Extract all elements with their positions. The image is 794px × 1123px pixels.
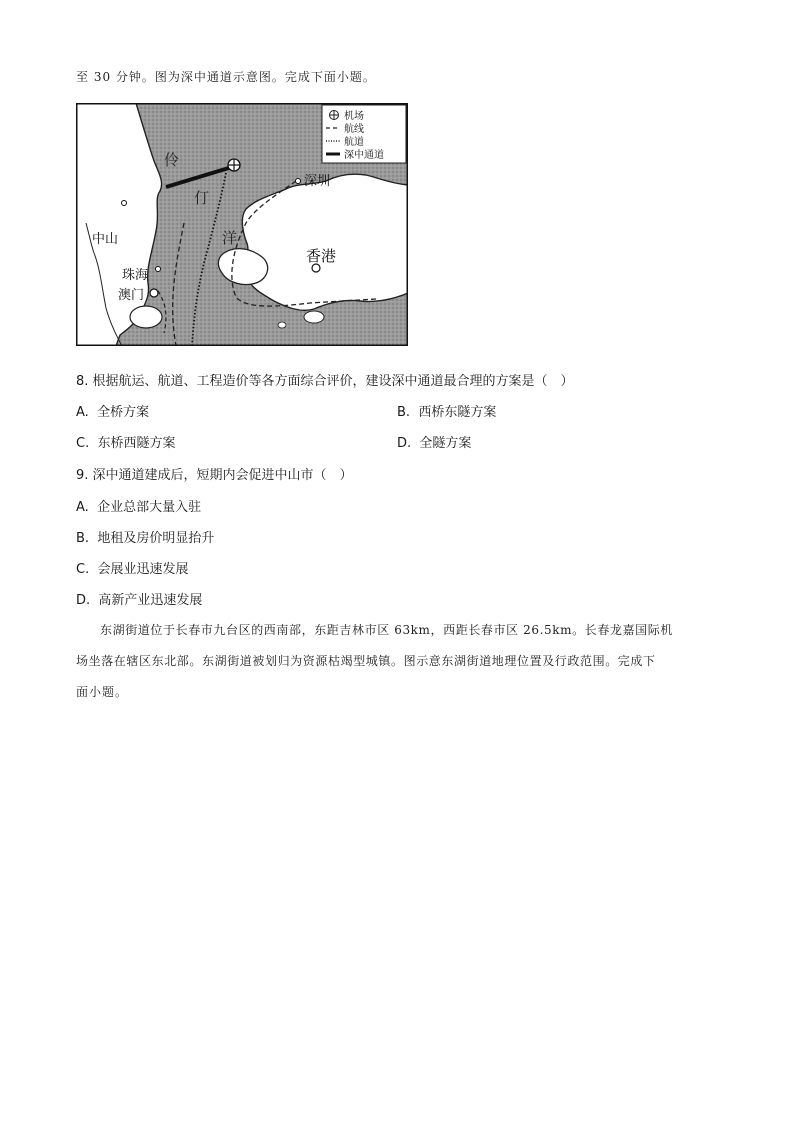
q9-option-b[interactable] bbox=[76, 527, 214, 546]
city-dot-zhongshan bbox=[122, 201, 127, 206]
q8-option-a[interactable] bbox=[76, 401, 149, 420]
label-hongkong: 香港 bbox=[306, 247, 337, 265]
q9-option-b-letter: B. bbox=[76, 531, 90, 546]
airport-icon-macau bbox=[150, 289, 158, 297]
q9-option-a[interactable] bbox=[76, 496, 201, 515]
airport-marker bbox=[228, 159, 240, 171]
q8-option-a-letter: A. bbox=[76, 405, 89, 420]
city-dot-shenzhen bbox=[296, 179, 301, 184]
airport-icon-hongkong bbox=[312, 264, 320, 272]
q8-option-c[interactable] bbox=[76, 432, 176, 451]
label-zhongshan: 中山 bbox=[92, 232, 119, 247]
q8-option-b[interactable] bbox=[397, 401, 496, 420]
label-ling: 伶 bbox=[164, 151, 180, 169]
q8-option-b-letter: B. bbox=[397, 405, 411, 420]
label-macau: 澳门 bbox=[118, 288, 145, 303]
q8-option-d[interactable] bbox=[397, 432, 471, 451]
q8-option-c-letter: C. bbox=[76, 436, 90, 451]
legend-channel-label: 航道 bbox=[344, 137, 364, 148]
q9-option-d-letter: D. bbox=[76, 593, 91, 608]
q9-option-c-text: 会展业迅速发展 bbox=[97, 562, 189, 577]
question-9-stem: 9. 深中通道建成后，短期内会促进中山市（ ） bbox=[76, 468, 353, 483]
label-zhuhai: 珠海 bbox=[122, 268, 149, 283]
passage-line-1: 东湖街道位于长春市九台区的西南部，东距吉林市区 63km，西距长春市区 26.5km。长春龙嘉国际机 bbox=[100, 623, 673, 637]
q9-option-d[interactable] bbox=[76, 589, 202, 608]
q9-option-c-letter: C. bbox=[76, 562, 90, 577]
legend-airport-label: 机场 bbox=[344, 111, 364, 122]
q9-option-b-text: 地租及房价明显抬升 bbox=[97, 531, 215, 546]
passage-line-3: 面小题。 bbox=[76, 685, 129, 699]
intro-line: 至 30 分钟。图为深中通道示意图。完成下面小题。 bbox=[76, 70, 376, 84]
label-yang: 洋 bbox=[222, 229, 238, 247]
island-small-1 bbox=[304, 311, 324, 323]
passage-line-2: 场坐落在辖区东北部。东湖街道被划归为资源枯竭型城镇。图示意东湖街道地理位置及行政范围。完成下 bbox=[76, 654, 656, 668]
question-8-stem: 8. 根据航运、航道、工程造价等各方面综合评价，建设深中通道最合理的方案是（ ） bbox=[76, 374, 574, 389]
legend-route-label: 航线 bbox=[344, 124, 364, 135]
map-svg bbox=[76, 103, 408, 346]
q9-option-c[interactable] bbox=[76, 558, 189, 577]
island-macau bbox=[130, 306, 162, 328]
q8-option-b-text: 西桥东隧方案 bbox=[418, 405, 497, 420]
label-ding: 仃 bbox=[194, 189, 210, 207]
shenzhong-channel-map bbox=[76, 103, 408, 346]
q8-option-a-text: 全桥方案 bbox=[97, 405, 150, 420]
label-shenzhen: 深圳 bbox=[304, 174, 331, 189]
q9-option-a-letter: A. bbox=[76, 500, 89, 515]
island-small-2 bbox=[278, 322, 286, 328]
q9-option-a-text: 企业总部大量入驻 bbox=[97, 500, 202, 515]
q8-option-c-text: 东桥西隧方案 bbox=[97, 436, 176, 451]
city-dot-zhuhai bbox=[156, 267, 161, 272]
q8-option-d-text: 全隧方案 bbox=[419, 436, 472, 451]
q9-option-d-text: 高新产业迅速发展 bbox=[98, 593, 203, 608]
legend-tunnel-label: 深中通道 bbox=[344, 150, 384, 161]
q8-option-d-letter: D. bbox=[397, 436, 412, 451]
